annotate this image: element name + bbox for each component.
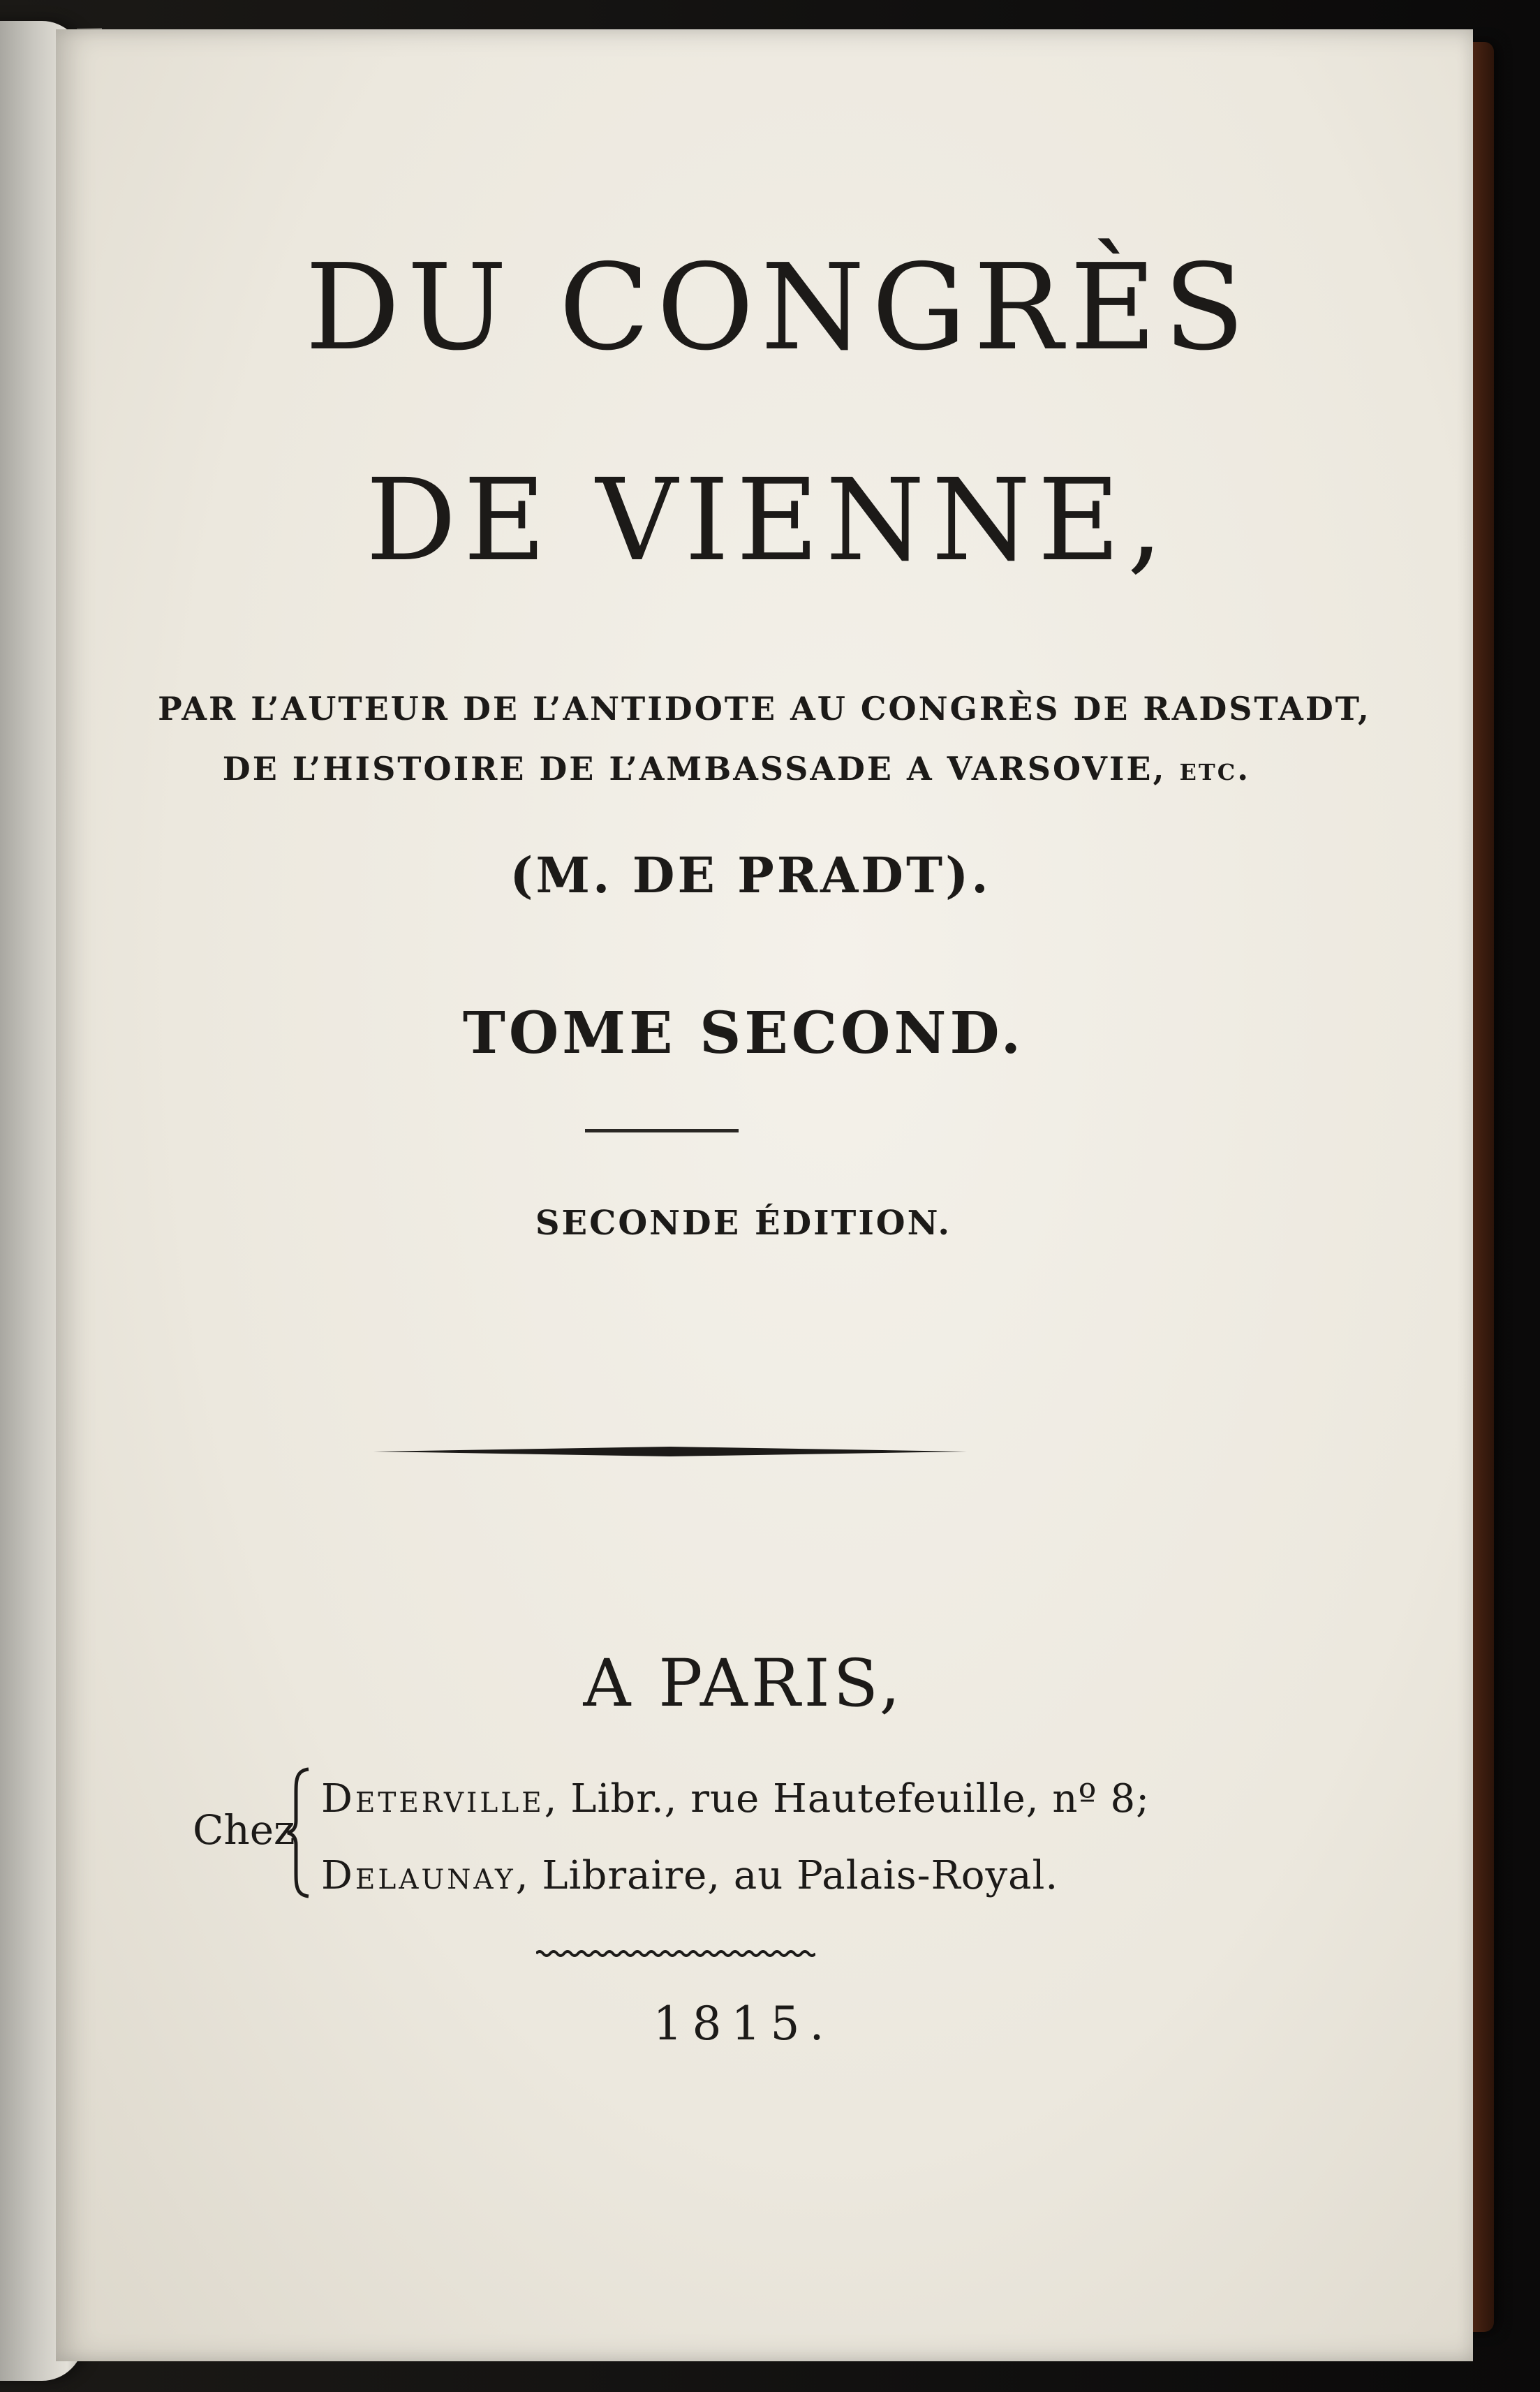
imprint-place: A PARIS, xyxy=(583,1646,904,1722)
author-name: (M. DE PRADT). xyxy=(510,846,991,904)
imprint-year: 1815. xyxy=(653,1997,834,2051)
title-line-1: DU CONGRÈS xyxy=(304,239,1252,377)
publisher-2-name: Delaunay xyxy=(321,1853,516,1898)
wavy-divider-rule xyxy=(536,1948,815,1959)
edition-label: SECONDE ÉDITION. xyxy=(535,1204,952,1243)
publisher-1-address: , Libr., rue Hautefeuille, nº 8; xyxy=(544,1776,1150,1822)
title-line-2: DE VIENNE, xyxy=(365,455,1171,586)
publisher-line-2 xyxy=(321,1853,1058,1898)
curly-brace-icon xyxy=(286,1766,311,1899)
author-credit-line-1: PAR L’AUTEUR DE L’ANTIDOTE AU CONGRÈS DE RADSTADT, xyxy=(158,690,1371,728)
author-credit-line-2: DE L’HISTOIRE DE L’AMBASSADE A VARSOVIE, etc. xyxy=(222,750,1251,788)
publisher-1-name: Deterville xyxy=(321,1776,545,1822)
imprint-chez: Chez xyxy=(193,1806,295,1854)
volume-label: TOME SECOND. xyxy=(462,1000,1025,1067)
title-page xyxy=(56,29,1473,2361)
thick-divider-rule xyxy=(373,1447,967,1456)
publisher-line-1 xyxy=(321,1776,1150,1822)
short-divider-rule xyxy=(585,1129,739,1132)
publisher-2-address: , Libraire, au Palais-Royal. xyxy=(515,1853,1059,1898)
